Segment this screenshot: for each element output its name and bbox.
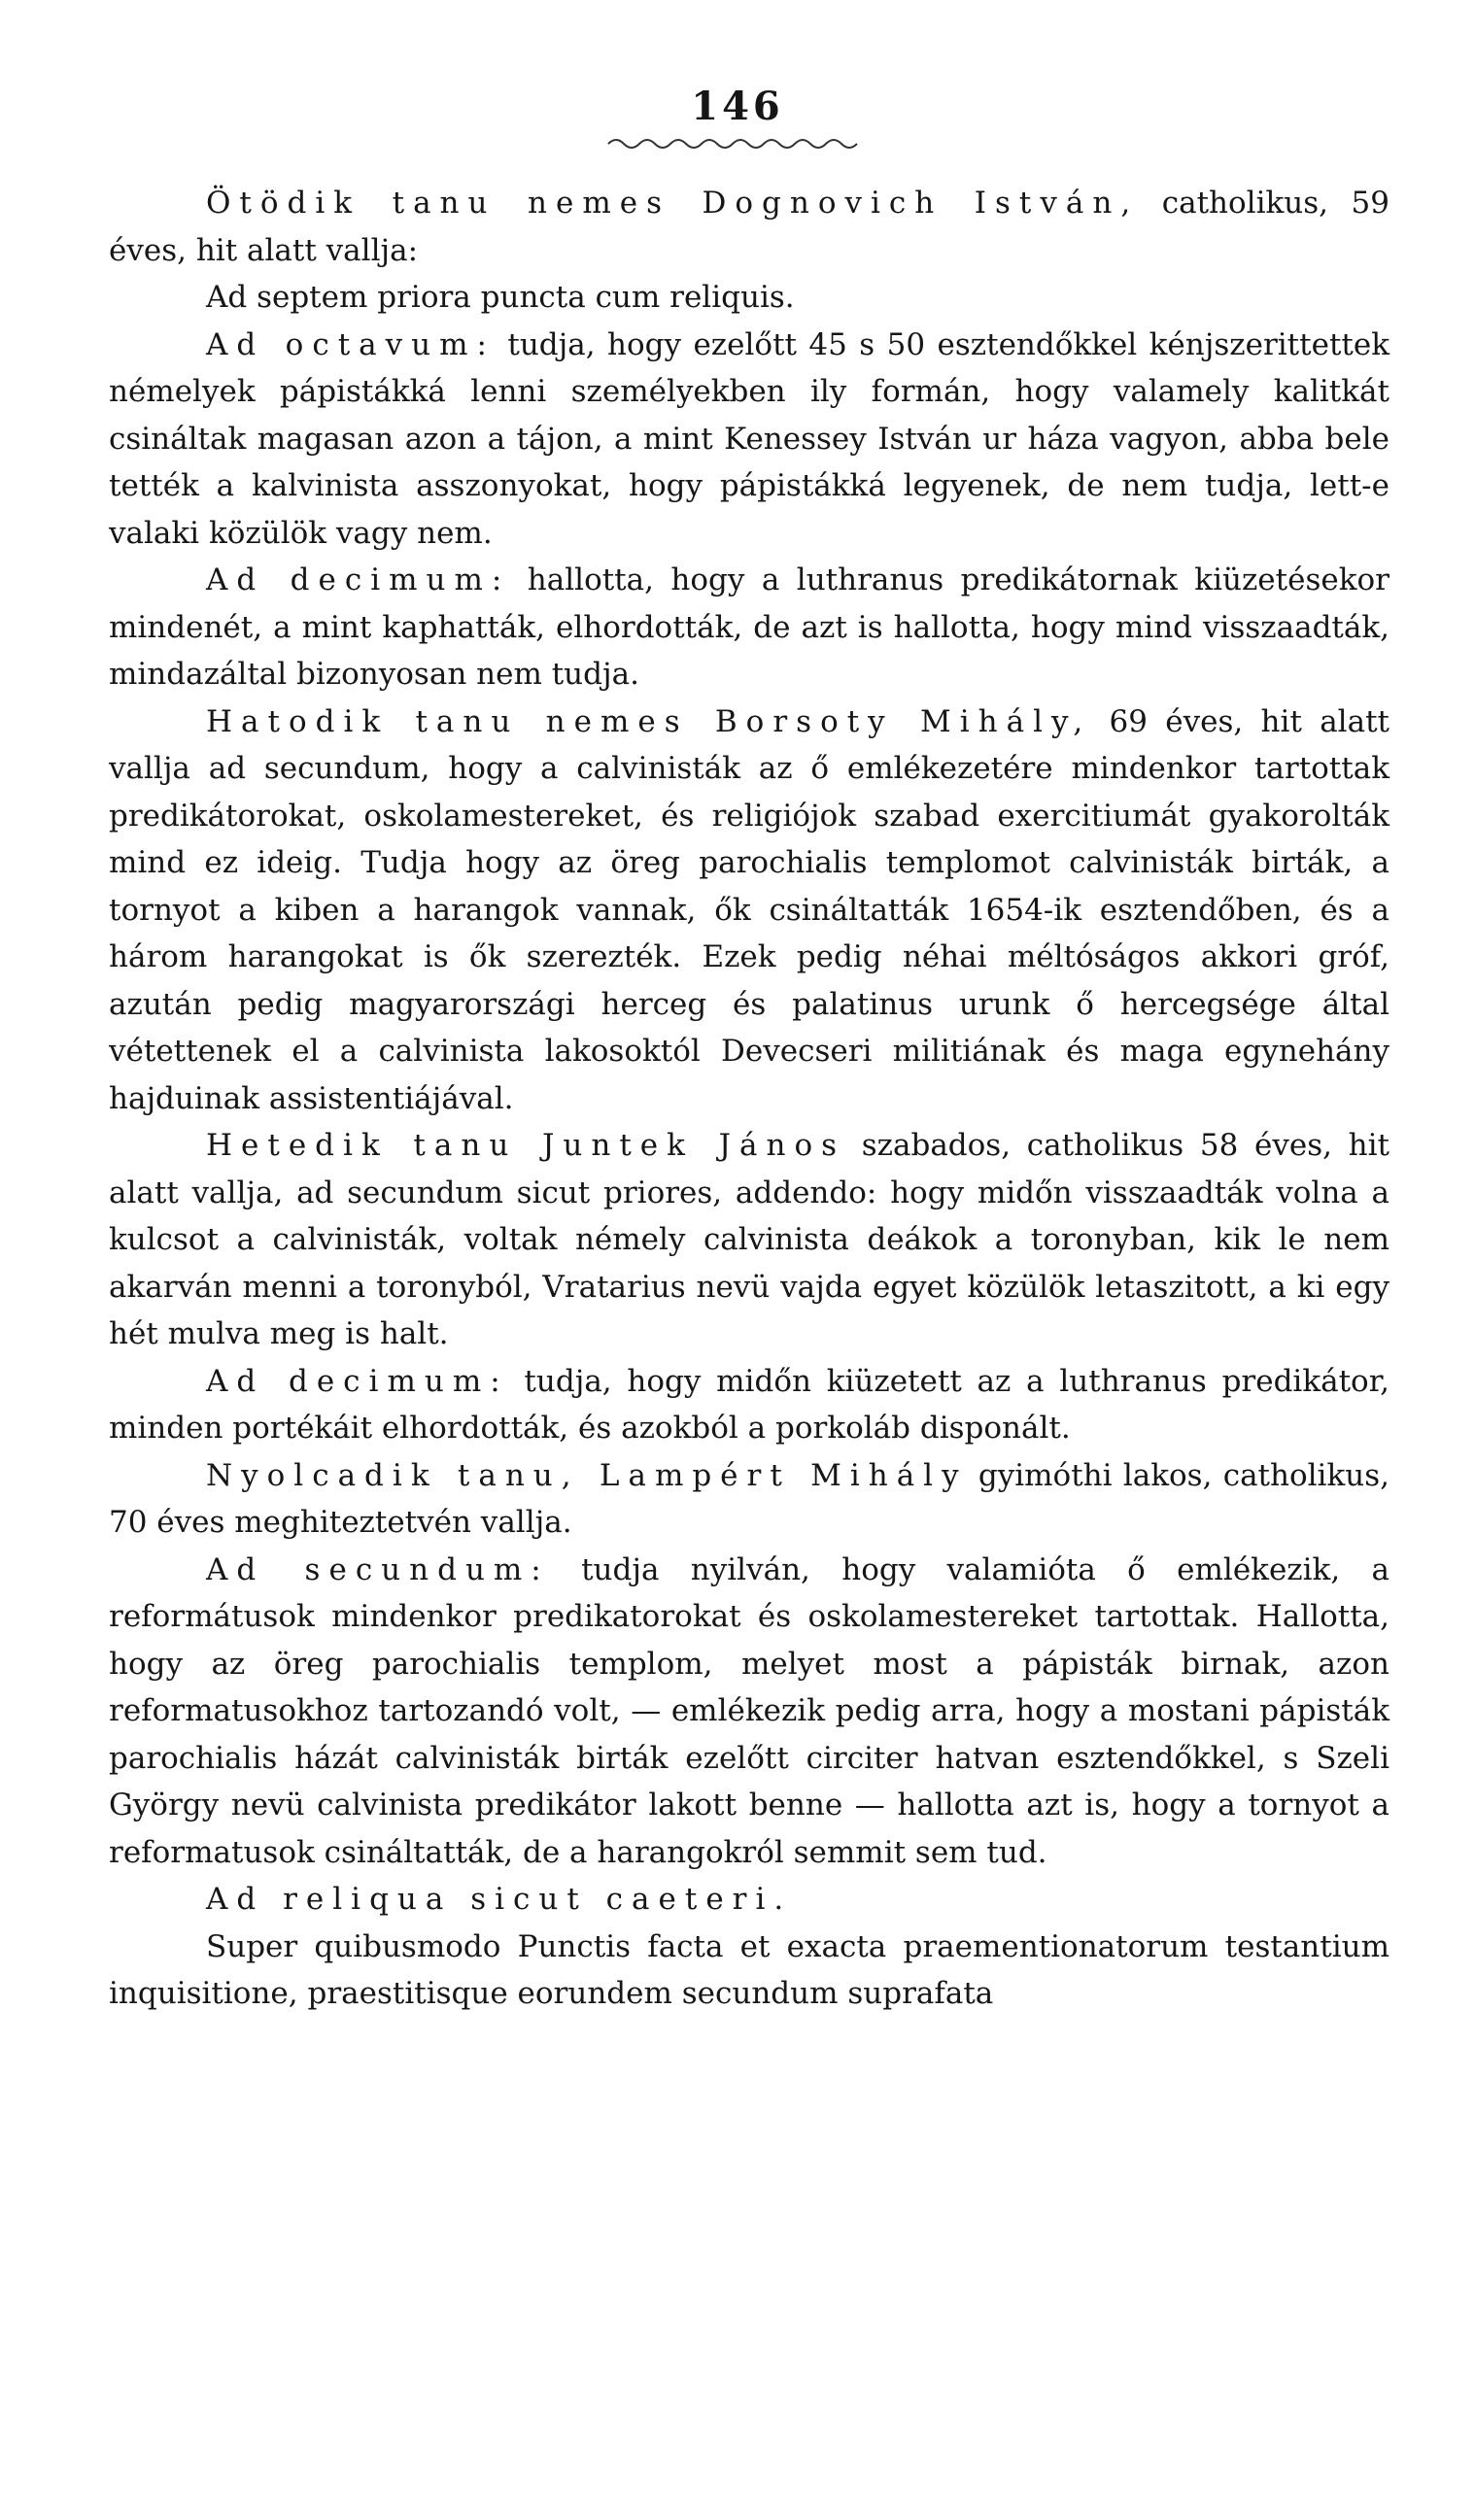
paragraph-text: hallotta, hogy a luthranus predikátornak kiüzetésekor mindenét, a mint kaphatták, elhordották, de azt is hallotta, hogy mind visszaadták, mindazáltal bizonyosan nem tudja. <box>109 562 1389 692</box>
paragraph-witness-6 <box>109 698 1389 1123</box>
paragraph-lead: Ad decimum: <box>206 562 511 597</box>
paragraph-text: tudja nyilván, hogy valamióta ő emlékezik, a reformátusok mindenkor predikatorokat és oskolamestereket tartottak. Hallotta, hogy az öreg parochialis templom, melyet most a pápisták birnak, azon reformatusokhoz tartozandó volt, — emlékezik pedig arra, hogy a mostani pápisták parochialis házát calvinisták birták ezelőtt circiter hatvan esztendőkkel, s Szeli György nevü calvinista predikátor lakott benne — hallotta azt is, hogy a tornyot a reformatusok csináltatták, de a harangokról semmit sem tud. <box>109 1551 1389 1870</box>
paragraph-text: 69 éves, hit alatt vallja ad secundum, hogy a calvinisták az ő emlékezetére mindenkor tartottak predikátorokat, oskolamestereket, és religiójok szabad exercitiumát gyakorolták mind ez ideig. Tudja hogy az öreg parochialis templomot calvinisták birták, a tornyot a kiben a harangok vannak, ők csináltatták 1654-ik esztendőben, és a három harangokat is ők szerezték. Ezek pedig néhai méltóságos akkori gróf, azután pedig magyarországi herceg és palatinus urunk ő hercegsége által vétettenek el a calvinista lakosoktól Devecseri militiának és maga egynehány hajduinak assistentiájával. <box>109 703 1389 1116</box>
paragraph-lead: Ad octavum: <box>206 326 496 362</box>
paragraph-lead: Hetedik tanu Juntek János <box>206 1128 846 1163</box>
paragraph-ad-decimum-2 <box>109 1358 1389 1452</box>
paragraph-ad-secundum <box>109 1547 1389 1877</box>
paragraph-text: Super quibusmodo Punctis facta et exacta praementionatorum testantium inquisitione, praestitisque eorundem secundum suprafata <box>109 1928 1389 2011</box>
paragraph-text: tudja, hogy midőn kiüzetett az a luthranus predikátor, minden portékáit elhordották, és azokból a porkoláb disponált. <box>109 1363 1389 1446</box>
paragraph-ad-octavum <box>109 322 1389 558</box>
paragraph-witness-7 <box>109 1122 1389 1358</box>
page-number: 146 <box>691 84 784 129</box>
paragraph-text: szabados, catholikus 58 éves, hit alatt vallja, ad secundum sicut priores, addendo: hogy midőn visszaadták volna a kulcsot a calvinisták, voltak némely calvinista deákok a toronyban, kik le nem akarván menni a toronyból, Vratarius nevü vajda egyet közülök letaszitott, a ki egy hét mulva meg is halt. <box>109 1128 1389 1351</box>
paragraph-text: Ad septem priora puncta cum reliquis. <box>206 280 795 315</box>
paragraph-lead: Ad secundum: <box>206 1551 550 1587</box>
paragraph-lead: Ad decimum: <box>206 1363 509 1399</box>
paragraph-ad-reliqua <box>109 1876 1389 1924</box>
paragraph-text: tudja, hogy ezelőtt 45 s 50 esztendőkkel kénjszerittettek némelyek pápistákká lenni személyekben ily formán, hogy valamely kalitkát csináltak magasan azon a tájon, a mint Kenessey István ur háza vagyon, abba bele tették a kalvinista asszonyokat, hogy pápistákká legyenek, de nem tudja, lett-e valaki közülök vagy nem. <box>109 326 1389 551</box>
paragraph-text: catholikus, 59 éves, hit alatt vallja: <box>109 186 1389 268</box>
page-body <box>109 180 1389 2018</box>
paragraph-lead: Nyolcadik tanu, Lampért Mihály <box>206 1457 968 1493</box>
paragraph-lead: Hatodik tanu nemes Borsoty Mihály, <box>206 703 1092 739</box>
paragraph-text: gyimóthi lakos, catholikus, 70 éves meghiteztetvén vallja. <box>109 1457 1389 1540</box>
paragraph-witness-5 <box>109 180 1389 274</box>
paragraph-super-quibusmodo <box>109 1924 1389 2018</box>
wavy-rule-ornament <box>606 134 859 153</box>
paragraph-lead: Ötödik tanu nemes Dognovich István, <box>206 186 1140 221</box>
paragraph-ad-septem <box>109 274 1389 322</box>
paragraph-witness-8 <box>109 1452 1389 1547</box>
paragraph-ad-decimum <box>109 557 1389 698</box>
paragraph-lead: Ad reliqua sicut caeteri. <box>206 1882 793 1917</box>
